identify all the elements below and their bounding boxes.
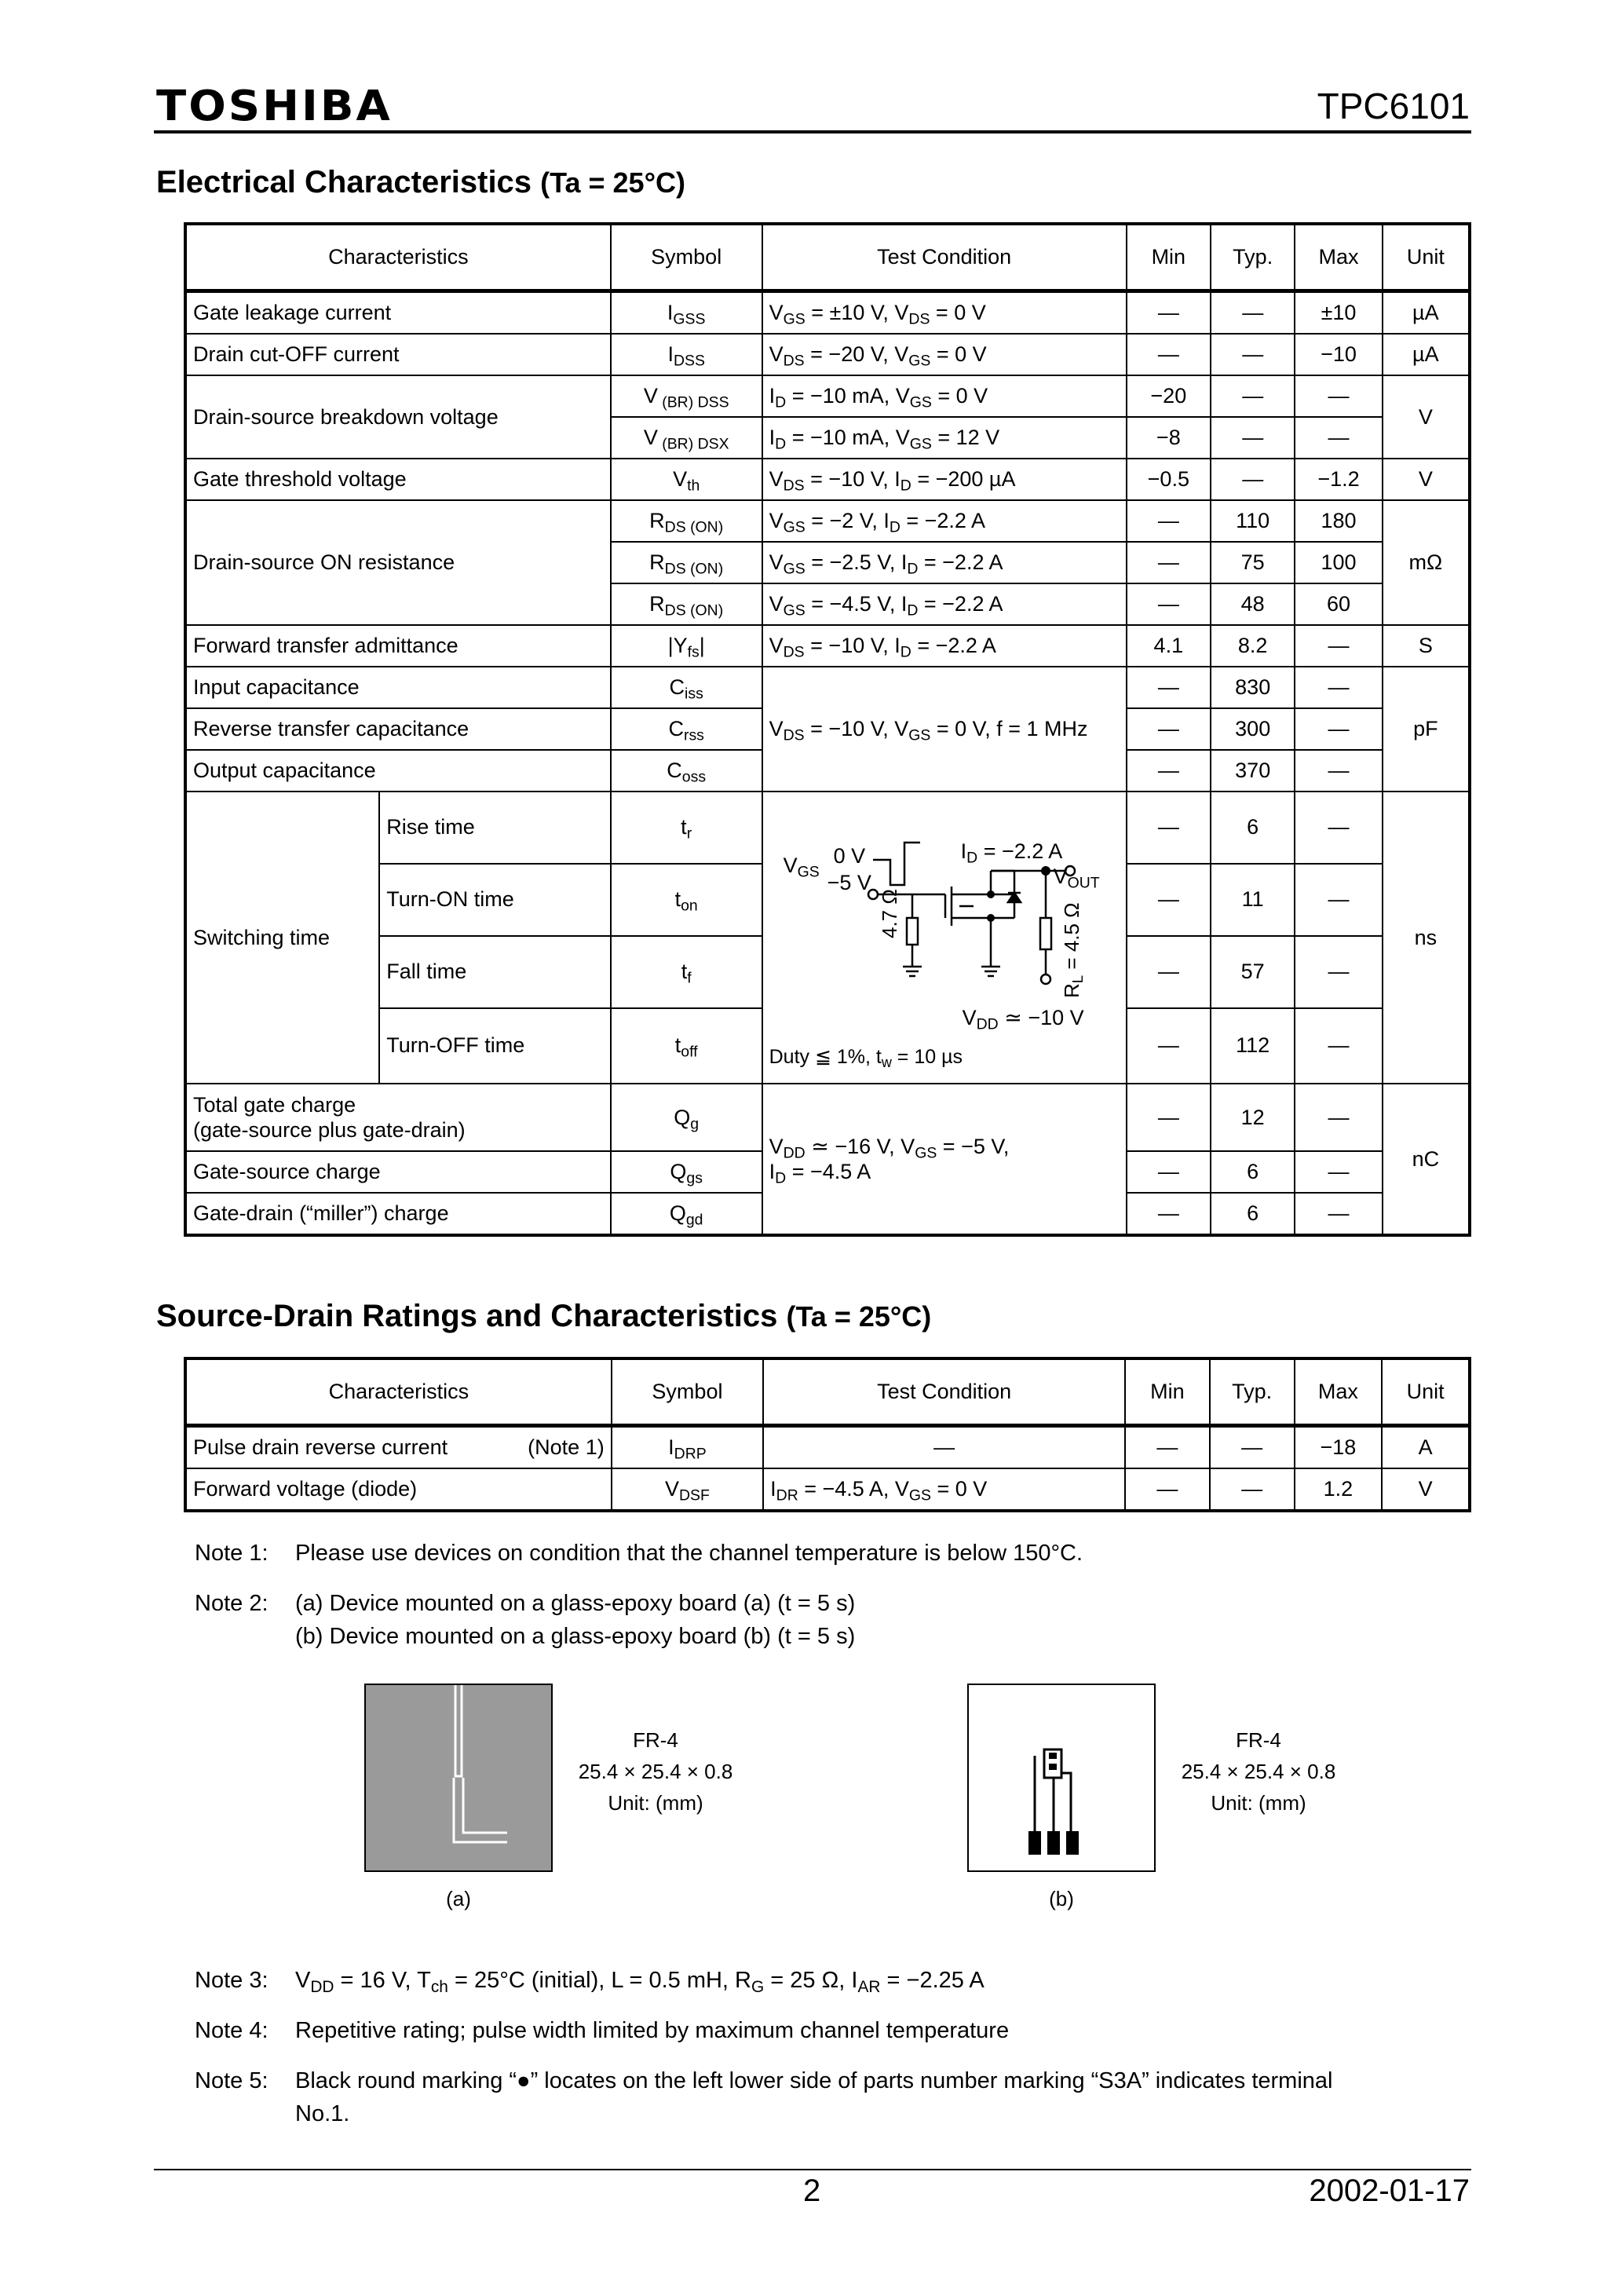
col-header: Typ. bbox=[1211, 224, 1295, 291]
test-condition: $I_D = -10$ mA, $V_{GS} = 0$ V bbox=[762, 375, 1127, 417]
max-value: 60 bbox=[1295, 583, 1382, 625]
min-value: — bbox=[1127, 334, 1211, 375]
min-value: — bbox=[1127, 291, 1211, 335]
table-header-row bbox=[185, 1358, 1470, 1426]
char-name: Output capacitance bbox=[185, 750, 611, 792]
unit: V bbox=[1383, 459, 1470, 500]
col-header: Test Condition bbox=[763, 1358, 1125, 1426]
symbol: $t_{on}$ bbox=[611, 864, 762, 936]
char-name: Total gate charge (gate-source plus gate-drain) bbox=[185, 1084, 611, 1151]
switching-test-circuit bbox=[762, 792, 1127, 1084]
char-name: Gate leakage current bbox=[185, 291, 611, 335]
min-value: — bbox=[1125, 1468, 1210, 1511]
symbol: $R_{DS (ON)}$ bbox=[611, 583, 762, 625]
min-value: — bbox=[1127, 792, 1211, 864]
section-title-electrical: Electrical Characteristics (Ta = 25°C) bbox=[156, 165, 685, 199]
note-3: Note 3: $V_{DD} = 16$ V, $T_{ch} = 25^\circ C$ (initial), L = 0.5 mH, $R_G = 25$ Ω, $I_{AR} = -2.25$ A bbox=[195, 1968, 985, 1996]
test-condition: $I_{DR} = -4.5$ A, $V_{GS} = 0$ V bbox=[763, 1468, 1125, 1511]
typ-value: — bbox=[1211, 417, 1295, 459]
min-value: −0.5 bbox=[1127, 459, 1211, 500]
typ-value: — bbox=[1210, 1426, 1295, 1469]
col-header: Characteristics bbox=[185, 1358, 612, 1426]
unit: ns bbox=[1383, 792, 1470, 1084]
toshiba-logo: TOSHIBA bbox=[156, 82, 393, 131]
typ-value: 48 bbox=[1211, 583, 1295, 625]
symbol: $I_{DSS}$ bbox=[611, 334, 762, 375]
symbol: $t_f$ bbox=[611, 936, 762, 1008]
part-number: TPC6101 bbox=[1317, 86, 1470, 126]
symbol: V $_{(BR) DSX}$ bbox=[611, 417, 762, 459]
char-name: Reverse transfer capacitance bbox=[185, 708, 611, 750]
col-header: Min bbox=[1125, 1358, 1210, 1426]
table-row bbox=[185, 1468, 1470, 1511]
min-value: — bbox=[1127, 1151, 1211, 1193]
max-value: — bbox=[1295, 708, 1382, 750]
max-value: 100 bbox=[1295, 542, 1382, 583]
typ-value: 8.2 bbox=[1211, 625, 1295, 667]
board-b-spec: FR-4 25.4 × 25.4 × 0.8 Unit: (mm) bbox=[1181, 1728, 1336, 1815]
min-value: — bbox=[1127, 542, 1211, 583]
max-value: — bbox=[1295, 1193, 1382, 1235]
circuit-label-vgs: $V_{GS}$ bbox=[783, 854, 820, 881]
typ-value: 6 bbox=[1211, 1193, 1295, 1235]
test-condition: — bbox=[763, 1426, 1125, 1469]
board-a-copper-pattern bbox=[366, 1685, 551, 1870]
symbol: $I_{DRP}$ bbox=[612, 1426, 763, 1469]
max-value: — bbox=[1295, 625, 1382, 667]
test-condition: $V_{GS} = -2$ V, $I_D = -2.2$ A bbox=[762, 500, 1127, 542]
char-name: Drain cut-OFF current bbox=[185, 334, 611, 375]
test-condition: $I_D = -10$ mA, $V_{GS} = 12$ V bbox=[762, 417, 1127, 459]
symbol: $Q_g$ bbox=[611, 1084, 762, 1151]
unit: S bbox=[1383, 625, 1470, 667]
table-row bbox=[185, 500, 1470, 542]
char-name: Forward voltage (diode) bbox=[185, 1468, 612, 1511]
min-value: — bbox=[1127, 750, 1211, 792]
gate-resistor bbox=[907, 918, 918, 945]
max-value: 180 bbox=[1295, 500, 1382, 542]
unit: V bbox=[1382, 1468, 1470, 1511]
electrical-characteristics-table bbox=[184, 222, 1471, 1237]
char-name: Drain-source breakdown voltage bbox=[185, 375, 611, 459]
circuit-label-vout: $V_{OUT}$ bbox=[1053, 865, 1100, 892]
symbol: $t_{off}$ bbox=[611, 1008, 762, 1084]
typ-value: — bbox=[1211, 334, 1295, 375]
document-date: 2002-01-17 bbox=[1309, 2174, 1470, 2208]
symbol: $|Y_{fs}|$ bbox=[611, 625, 762, 667]
col-header: Min bbox=[1127, 224, 1211, 291]
typ-value: 6 bbox=[1211, 1151, 1295, 1193]
min-value: — bbox=[1127, 1193, 1211, 1235]
symbol: $R_{DS (ON)}$ bbox=[611, 542, 762, 583]
char-name: Gate threshold voltage bbox=[185, 459, 611, 500]
note-1: Note 1: Please use devices on condition that the channel temperature is below 150°C. bbox=[195, 1541, 1083, 1566]
table-row bbox=[185, 1084, 1470, 1151]
char-name: Gate-source charge bbox=[185, 1151, 611, 1193]
unit: µA bbox=[1383, 291, 1470, 335]
typ-value: 6 bbox=[1211, 792, 1295, 864]
test-condition: $V_{GS} = -2.5$ V, $I_D = -2.2$ A bbox=[762, 542, 1127, 583]
symbol: $C_{oss}$ bbox=[611, 750, 762, 792]
max-value: — bbox=[1295, 667, 1382, 708]
max-value: −10 bbox=[1295, 334, 1382, 375]
test-condition: $V_{DS} = -10$ V, $V_{GS} = 0$ V, f = 1 MHz bbox=[762, 667, 1127, 792]
sub-char-name: Rise time bbox=[379, 792, 611, 864]
col-header: Max bbox=[1295, 1358, 1383, 1426]
section-title-source-drain: Source-Drain Ratings and Characteristics (Ta = 25°C) bbox=[156, 1299, 932, 1333]
unit: nC bbox=[1383, 1084, 1470, 1235]
load-resistor bbox=[1040, 918, 1051, 949]
board-b-copper-pattern bbox=[969, 1685, 1154, 1870]
pulse-waveform bbox=[873, 843, 920, 885]
table-row bbox=[185, 1426, 1470, 1469]
typ-value: — bbox=[1210, 1468, 1295, 1511]
col-header: Typ. bbox=[1210, 1358, 1295, 1426]
min-value: — bbox=[1127, 864, 1211, 936]
board-a-caption: (a) bbox=[446, 1887, 471, 1910]
symbol: $V_{th}$ bbox=[611, 459, 762, 500]
min-value: — bbox=[1127, 583, 1211, 625]
table-row bbox=[185, 625, 1470, 667]
max-value: — bbox=[1295, 864, 1382, 936]
symbol: $t_r$ bbox=[611, 792, 762, 864]
footer-rule bbox=[154, 2169, 1471, 2170]
char-name: Forward transfer admittance bbox=[185, 625, 611, 667]
char-name: Pulse drain reverse current (Note 1) bbox=[185, 1426, 612, 1469]
min-value: — bbox=[1127, 936, 1211, 1008]
min-value: — bbox=[1127, 1084, 1211, 1151]
test-condition: $V_{GS} = \pm 10$ V, $V_{DS} = 0$ V bbox=[762, 291, 1127, 335]
max-value: 1.2 bbox=[1295, 1468, 1383, 1511]
min-value: — bbox=[1127, 667, 1211, 708]
typ-value: 75 bbox=[1211, 542, 1295, 583]
col-header: Max bbox=[1295, 224, 1382, 291]
typ-value: 12 bbox=[1211, 1084, 1295, 1151]
test-condition: $V_{DS} = -10$ V, $I_D = -200$ µA bbox=[762, 459, 1127, 500]
symbol: $R_{DS (ON)}$ bbox=[611, 500, 762, 542]
circuit-label-vdd: $V_{DD}$ ≃ −10 V bbox=[962, 1006, 1084, 1033]
note-5: Note 5: Black round marking “●” locates on the left lower side of parts number marking “S3A” indicates terminal No.1. bbox=[195, 2068, 1333, 2126]
circuit-label-rg: 4.7 Ω bbox=[877, 889, 901, 938]
unit: pF bbox=[1383, 667, 1470, 792]
min-value: — bbox=[1125, 1426, 1210, 1469]
max-value: −18 bbox=[1295, 1426, 1383, 1469]
typ-value: — bbox=[1211, 459, 1295, 500]
max-value: — bbox=[1295, 1008, 1382, 1084]
table-row bbox=[185, 792, 1470, 864]
min-value: −20 bbox=[1127, 375, 1211, 417]
table-row bbox=[185, 375, 1470, 417]
board-b-caption: (b) bbox=[1049, 1887, 1074, 1910]
char-name: Switching time bbox=[185, 792, 379, 1084]
min-value: — bbox=[1127, 708, 1211, 750]
max-value: — bbox=[1295, 1151, 1382, 1193]
test-condition: $V_{DS} = -10$ V, $I_D = -2.2$ A bbox=[762, 625, 1127, 667]
col-header: Symbol bbox=[612, 1358, 763, 1426]
board-a-spec: FR-4 25.4 × 25.4 × 0.8 Unit: (mm) bbox=[578, 1728, 733, 1815]
min-value: — bbox=[1127, 500, 1211, 542]
symbol: V $_{(BR) DSS}$ bbox=[611, 375, 762, 417]
symbol: $Q_{gs}$ bbox=[611, 1151, 762, 1193]
source-drain-table bbox=[184, 1357, 1471, 1512]
typ-value: 112 bbox=[1211, 1008, 1295, 1084]
circuit-label-minus5v: −5 V bbox=[827, 871, 871, 894]
test-condition: $V_{DD}$ ≃ −16 V, $V_{GS} = -5$ V, $I_D = -4.5$ A bbox=[762, 1084, 1127, 1235]
circuit-label-rl: $R_L = 4.5$ Ω bbox=[1059, 902, 1086, 998]
symbol: $I_{GSS}$ bbox=[611, 291, 762, 335]
symbol: $C_{rss}$ bbox=[611, 708, 762, 750]
symbol: $V_{DSF}$ bbox=[612, 1468, 763, 1511]
col-header: Characteristics bbox=[185, 224, 611, 291]
table-row bbox=[185, 291, 1470, 335]
table-row bbox=[185, 334, 1470, 375]
col-header: Unit bbox=[1383, 224, 1470, 291]
char-name: Input capacitance bbox=[185, 667, 611, 708]
circuit-label-duty: Duty ≦ 1%, $t_w = 10$ µs bbox=[769, 1046, 963, 1071]
header-rule bbox=[154, 130, 1471, 133]
max-value: — bbox=[1295, 936, 1382, 1008]
typ-value: 300 bbox=[1211, 708, 1295, 750]
max-value: −1.2 bbox=[1295, 459, 1382, 500]
sub-char-name: Turn-OFF time bbox=[379, 1008, 611, 1084]
circuit-label-0v: 0 V bbox=[833, 844, 866, 868]
typ-value: 370 bbox=[1211, 750, 1295, 792]
typ-value: 830 bbox=[1211, 667, 1295, 708]
unit: mΩ bbox=[1383, 500, 1470, 625]
unit: µA bbox=[1383, 334, 1470, 375]
typ-value: 57 bbox=[1211, 936, 1295, 1008]
board-a-diagram bbox=[364, 1684, 553, 1872]
table-header-row bbox=[185, 224, 1470, 291]
max-value: — bbox=[1295, 417, 1382, 459]
max-value: — bbox=[1295, 375, 1382, 417]
col-header: Symbol bbox=[611, 224, 762, 291]
typ-value: — bbox=[1211, 291, 1295, 335]
char-name: Gate-drain (“miller”) charge bbox=[185, 1193, 611, 1235]
col-header: Unit bbox=[1382, 1358, 1470, 1426]
test-condition: $V_{DS} = -20$ V, $V_{GS} = 0$ V bbox=[762, 334, 1127, 375]
min-value: 4.1 bbox=[1127, 625, 1211, 667]
test-condition: $V_{GS} = -4.5$ V, $I_D = -2.2$ A bbox=[762, 583, 1127, 625]
min-value: — bbox=[1127, 1008, 1211, 1084]
symbol: $Q_{gd}$ bbox=[611, 1193, 762, 1235]
typ-value: 110 bbox=[1211, 500, 1295, 542]
max-value: — bbox=[1295, 1084, 1382, 1151]
max-value: — bbox=[1295, 750, 1382, 792]
typ-value: — bbox=[1211, 375, 1295, 417]
page-number: 2 bbox=[803, 2174, 821, 2208]
max-value: ±10 bbox=[1295, 291, 1382, 335]
min-value: −8 bbox=[1127, 417, 1211, 459]
sub-char-name: Turn-ON time bbox=[379, 864, 611, 936]
board-b-diagram bbox=[967, 1684, 1156, 1872]
unit: A bbox=[1382, 1426, 1470, 1469]
col-header: Test Condition bbox=[762, 224, 1127, 291]
note-2: Note 2: (a) Device mounted on a glass-epoxy board (a) (t = 5 s) (b) Device mounted on a glass-epoxy board (b) (t = 5 s) bbox=[195, 1591, 856, 1649]
table-row bbox=[185, 667, 1470, 708]
sub-char-name: Fall time bbox=[379, 936, 611, 1008]
char-name: Drain-source ON resistance bbox=[185, 500, 611, 625]
table-row bbox=[185, 459, 1470, 500]
unit: V bbox=[1383, 375, 1470, 459]
circuit-label-id: $I_D = -2.2$ A bbox=[960, 839, 1063, 867]
note-4: Note 4: Repetitive rating; pulse width limited by maximum channel temperature bbox=[195, 2018, 1010, 2043]
symbol: $C_{iss}$ bbox=[611, 667, 762, 708]
max-value: — bbox=[1295, 792, 1382, 864]
typ-value: 11 bbox=[1211, 864, 1295, 936]
